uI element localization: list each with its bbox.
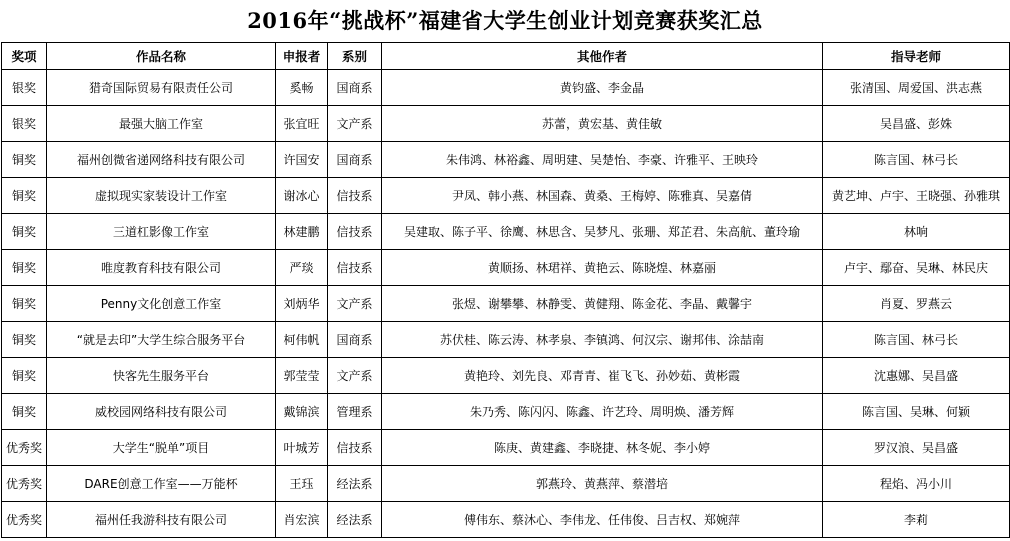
table-row (2, 286, 1010, 322)
department-cell: 国商系 (328, 70, 382, 106)
project-name-cell: 猎奇国际贸易有限责任公司 (47, 70, 276, 106)
award-cell: 铜奖 (2, 250, 47, 286)
other-authors-cell: 陈庚、黄建鑫、李晓捷、林冬妮、李小婷 (382, 430, 823, 466)
other-authors-cell: 黄钧盛、李金晶 (382, 70, 823, 106)
applicant-cell: 谢冰心 (276, 178, 328, 214)
award-cell: 铜奖 (2, 142, 47, 178)
other-authors-cell: 黄顺扬、林珺祥、黄艳云、陈晓煌、林嘉丽 (382, 250, 823, 286)
table-row (2, 178, 1010, 214)
advisors-cell: 黄艺坤、卢宇、王晓强、孙雅琪 (823, 178, 1010, 214)
department-cell: 信技系 (328, 250, 382, 286)
advisors-cell: 卢宇、鄢奋、吴琳、林民庆 (823, 250, 1010, 286)
table-row (2, 322, 1010, 358)
award-cell: 银奖 (2, 106, 47, 142)
header-department: 系别 (328, 43, 382, 70)
department-cell: 文产系 (328, 106, 382, 142)
table-row (2, 430, 1010, 466)
other-authors-cell: 吴建取、陈子平、徐鹰、林思含、吴梦凡、张珊、郑芷君、朱高航、董玲瑜 (382, 214, 823, 250)
applicant-cell: 郭莹莹 (276, 358, 328, 394)
other-authors-cell: 朱伟鸿、林裕鑫、周明建、吴楚怡、李豪、许雅平、王映玲 (382, 142, 823, 178)
project-name-cell: 福州创微省递网络科技有限公司 (47, 142, 276, 178)
project-name-cell: 三道杠影像工作室 (47, 214, 276, 250)
award-cell: 铜奖 (2, 286, 47, 322)
applicant-cell: 张宜旺 (276, 106, 328, 142)
project-name-cell: Penny文化创意工作室 (47, 286, 276, 322)
project-name-cell: “就是去印”大学生综合服务平台 (47, 322, 276, 358)
table-row (2, 250, 1010, 286)
table-row (2, 214, 1010, 250)
advisors-cell: 陈言国、林弓长 (823, 322, 1010, 358)
applicant-cell: 叶城芳 (276, 430, 328, 466)
applicant-cell: 林建鹏 (276, 214, 328, 250)
award-cell: 铜奖 (2, 358, 47, 394)
header-advisors: 指导老师 (823, 43, 1010, 70)
applicant-cell: 肖宏滨 (276, 502, 328, 538)
award-cell: 优秀奖 (2, 466, 47, 502)
project-name-cell: 快客先生服务平台 (47, 358, 276, 394)
award-cell: 优秀奖 (2, 502, 47, 538)
department-cell: 管理系 (328, 394, 382, 430)
other-authors-cell: 傅伟东、蔡沐心、李伟龙、任伟俊、吕吉权、郑婉萍 (382, 502, 823, 538)
advisors-cell: 肖夏、罗燕云 (823, 286, 1010, 322)
project-name-cell: 威校园网络科技有限公司 (47, 394, 276, 430)
other-authors-cell: 郭燕玲、黄燕萍、蔡潜培 (382, 466, 823, 502)
department-cell: 信技系 (328, 178, 382, 214)
award-cell: 铜奖 (2, 214, 47, 250)
advisors-cell: 罗汉浪、吴昌盛 (823, 430, 1010, 466)
department-cell: 国商系 (328, 322, 382, 358)
project-name-cell: 虚拟现实家装设计工作室 (47, 178, 276, 214)
awards-table (1, 42, 1010, 538)
advisors-cell: 林响 (823, 214, 1010, 250)
project-name-cell: DARE创意工作室——万能杯 (47, 466, 276, 502)
table-row (2, 70, 1010, 106)
award-cell: 铜奖 (2, 178, 47, 214)
header-applicant: 申报者 (276, 43, 328, 70)
other-authors-cell: 张煜、谢攀攀、林静雯、黄健翔、陈金花、李晶、戴馨宇 (382, 286, 823, 322)
applicant-cell: 戴锦滨 (276, 394, 328, 430)
table-row (2, 466, 1010, 502)
project-name-cell: 唯度教育科技有限公司 (47, 250, 276, 286)
department-cell: 经法系 (328, 502, 382, 538)
project-name-cell: 大学生“脱单”项目 (47, 430, 276, 466)
other-authors-cell: 尹凤、韩小燕、林国森、黄桑、王梅婷、陈雅真、吴嘉倩 (382, 178, 823, 214)
department-cell: 文产系 (328, 286, 382, 322)
award-cell: 铜奖 (2, 322, 47, 358)
applicant-cell: 奚畅 (276, 70, 328, 106)
table-row (2, 502, 1010, 538)
header-award: 奖项 (2, 43, 47, 70)
department-cell: 信技系 (328, 430, 382, 466)
department-cell: 信技系 (328, 214, 382, 250)
project-name-cell: 最强大脑工作室 (47, 106, 276, 142)
advisors-cell: 吴昌盛、彭姝 (823, 106, 1010, 142)
other-authors-cell: 朱乃秀、陈闪闪、陈鑫、许艺玲、周明焕、潘芳辉 (382, 394, 823, 430)
project-name-cell: 福州任我游科技有限公司 (47, 502, 276, 538)
other-authors-cell: 苏伏桂、陈云涛、林孝泉、李镇鸿、何汉宗、谢邦伟、涂喆南 (382, 322, 823, 358)
applicant-cell: 刘炳华 (276, 286, 328, 322)
table-row (2, 106, 1010, 142)
applicant-cell: 王珏 (276, 466, 328, 502)
department-cell: 国商系 (328, 142, 382, 178)
advisors-cell: 程焰、冯小川 (823, 466, 1010, 502)
table-row (2, 142, 1010, 178)
header-row (2, 43, 1010, 70)
table-row (2, 358, 1010, 394)
advisors-cell: 沈惠娜、吴昌盛 (823, 358, 1010, 394)
award-cell: 银奖 (2, 70, 47, 106)
applicant-cell: 柯伟帆 (276, 322, 328, 358)
applicant-cell: 许国安 (276, 142, 328, 178)
header-project-name: 作品名称 (47, 43, 276, 70)
advisors-cell: 陈言国、吴琳、何颖 (823, 394, 1010, 430)
other-authors-cell: 黄艳玲、刘先良、邓青青、崔飞飞、孙妙茹、黄彬霞 (382, 358, 823, 394)
header-other-authors: 其他作者 (382, 43, 823, 70)
sheet-title: 2016年“挑战杯”福建省大学生创业计划竞赛获奖汇总 (247, 8, 763, 33)
award-cell: 优秀奖 (2, 430, 47, 466)
department-cell: 文产系 (328, 358, 382, 394)
applicant-cell: 严琰 (276, 250, 328, 286)
advisors-cell: 陈言国、林弓长 (823, 142, 1010, 178)
department-cell: 经法系 (328, 466, 382, 502)
advisors-cell: 李莉 (823, 502, 1010, 538)
table-row (2, 394, 1010, 430)
award-cell: 铜奖 (2, 394, 47, 430)
other-authors-cell: 苏蕾，黄宏基、黄佳敏 (382, 106, 823, 142)
advisors-cell: 张清国、周爱国、洪志燕 (823, 70, 1010, 106)
